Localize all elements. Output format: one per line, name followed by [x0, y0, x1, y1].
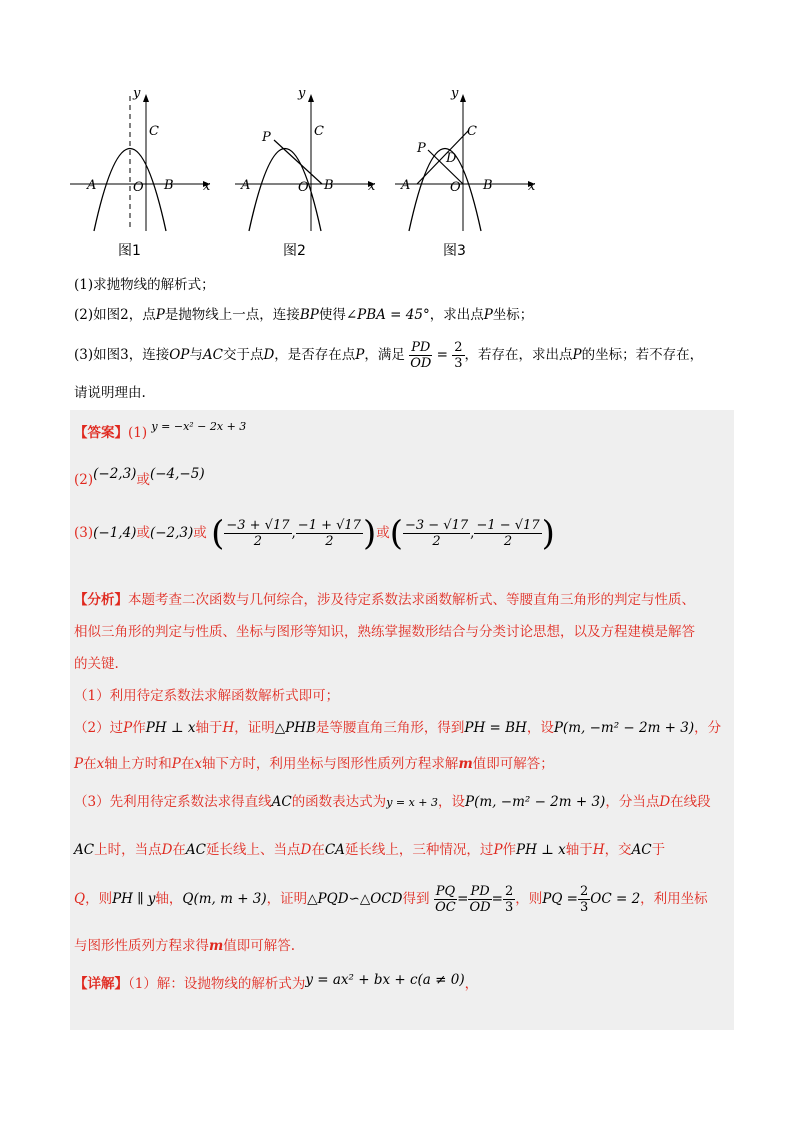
analysis-step-2 [74, 716, 721, 736]
math-expr: AC [74, 842, 95, 858]
answer-2-prefix: (2) [74, 472, 94, 488]
analysis-text: 轴上方时和 [104, 756, 172, 772]
q2-var-p: P [155, 307, 165, 323]
analysis-text: 值即可解答； [472, 756, 554, 772]
frac-denominator: 3 [454, 356, 463, 371]
frac-denominator: OD [410, 356, 432, 371]
analysis-text: 得到 [402, 891, 430, 907]
question-3 [74, 336, 703, 374]
figure-2-graph [225, 86, 385, 236]
q3-text: (3)如图3，连接 [74, 347, 170, 363]
frac-denominator: 2 [432, 534, 441, 549]
q2-text: ，求出点 [429, 307, 484, 323]
frac-numerator: −1 − √17 [476, 518, 540, 533]
or-text: 或 [193, 525, 207, 541]
q2-text: 是抛物线上一点，连接 [164, 307, 300, 323]
math-expr: AC [271, 794, 292, 810]
answer-3-point-1: (−1,4) [93, 525, 137, 541]
answer-3-point-4: ( $\frac{-3 - √17}{2}$ , $\frac{-1 - √17}{2}$ ) [389, 513, 555, 554]
question-3-line2: 请说明理由. [74, 385, 146, 401]
fig2-C-label: C [314, 124, 324, 139]
var-q: Q [74, 891, 86, 907]
analysis-text: ，分 [694, 720, 722, 736]
fig2-y-label: y [298, 86, 306, 101]
analysis-text: 作 [502, 842, 517, 858]
answer-label: 【答案】 [74, 425, 128, 441]
analysis-text: 延长线上，三种情况，过 [344, 842, 494, 858]
analysis-text: 值即可解答. [223, 938, 296, 954]
analysis-text: 的函数表达式为 [291, 794, 387, 810]
analysis-text: 是等腰直角三角形，得到 [315, 720, 465, 736]
q3-text: ，满足 [364, 347, 405, 363]
equals: = [457, 891, 469, 907]
frac-numerator: 2 [454, 340, 463, 355]
fig3-x-label: x [528, 179, 536, 194]
frac-numerator: 2 [580, 884, 589, 899]
analysis-text: 于 [651, 842, 666, 858]
q3-text: ，若存在，求出点 [464, 347, 573, 363]
figure-2 [225, 86, 385, 266]
fig3-y-label: y [451, 86, 459, 101]
answer-3 [74, 512, 555, 555]
fig1-C-label: C [149, 124, 159, 139]
math-expr: AC [185, 842, 207, 858]
fig3-A-label: A [401, 178, 411, 193]
fig1-B-label: B [164, 178, 174, 193]
fig2-x-label: x [368, 179, 376, 194]
analysis-text: ，交 [604, 842, 632, 858]
analysis-text: 轴， [155, 891, 183, 907]
figure-3 [385, 86, 545, 266]
q2-var-bp: BP [299, 307, 319, 323]
fig3-C-label: C [467, 124, 477, 139]
frac-numerator: PD [411, 340, 431, 355]
var-p: P [74, 756, 84, 772]
fig2-A-label: A [241, 178, 251, 193]
frac [434, 884, 457, 915]
figure-1-graph [60, 86, 220, 236]
analysis-text: 与图形性质列方程求得 [74, 938, 209, 954]
detail-text: ， [464, 976, 479, 992]
q3-text: 的坐标；若不存在， [581, 347, 704, 363]
q3-var-op: OP [169, 347, 190, 363]
fig2-P-label: P [262, 130, 271, 145]
analysis-text: ，证明 [234, 720, 275, 736]
frac-denominator: 2 [325, 534, 334, 549]
analysis-line-3: 的关键. [74, 656, 119, 672]
or-text: 或 [376, 525, 390, 541]
analysis-step-3-cont3 [74, 934, 295, 954]
analysis-text: 轴下方时，利用坐标与图形性质列方程求解 [201, 756, 459, 772]
var-h: H [222, 720, 235, 736]
answer-1 [74, 420, 246, 441]
detail-text: （1）解：设抛物线的解析式为 [128, 976, 306, 992]
analysis-text: （3）先利用待定系数法求得直线 [74, 794, 272, 810]
var-h: H [592, 842, 605, 858]
frac-numerator: −1 + √17 [297, 518, 361, 533]
frac [224, 518, 291, 549]
detail-formula: y = ax² + bx + c(a ≠ 0) [305, 972, 465, 988]
frac [503, 884, 515, 915]
math-expr: △PHB [274, 720, 316, 736]
answer-3-point-3: ( $\frac{-3 + √17}{2}$ , $\frac{-1 + √17}{2}$ ) [211, 513, 377, 554]
var-x: x [194, 756, 202, 772]
analysis-step-3-cont [74, 838, 665, 858]
or-text: 或 [136, 472, 150, 488]
answer-1-formula: y = −x² − 2x + 3 [151, 420, 247, 433]
q2-text: 坐标； [492, 307, 534, 323]
q2-angle: ∠PBA = 45° [345, 307, 430, 323]
frac-denominator: 3 [504, 900, 514, 915]
q3-text: ，是否存在点 [274, 347, 356, 363]
answer-3-prefix: (3) [74, 525, 94, 541]
fig1-x-label: x [203, 179, 211, 194]
var-p: P [123, 720, 133, 736]
answer-2 [74, 466, 205, 488]
frac [403, 518, 470, 549]
analysis-text: ，则 [85, 891, 113, 907]
frac-denominator: 3 [580, 900, 589, 915]
math-expr: Q(m, m + 3) [182, 891, 267, 907]
math-expr: PH = BH [464, 720, 527, 736]
analysis-text: ，分当点 [605, 794, 660, 810]
var-p: P [171, 756, 181, 772]
analysis-text: ，利用坐标 [640, 891, 708, 907]
analysis-text: ，证明 [266, 891, 308, 907]
math-expr: △PQD∽△OCD [307, 891, 403, 907]
q3-var-d: D [263, 347, 275, 363]
frac-denominator: OD [469, 900, 491, 915]
analysis-step-2-cont [74, 752, 554, 772]
math-expr: P(m, −m² − 2m + 3) [465, 794, 606, 810]
math-expr: PH ∥ y [112, 891, 156, 907]
fig1-caption: 图1 [118, 243, 141, 259]
var-d: D [659, 794, 671, 810]
q3-equals: = [436, 347, 448, 363]
frac-denominator: 2 [253, 534, 263, 549]
math-expr: AC [631, 842, 652, 858]
analysis-text: 本题考查二次函数与几何综合，涉及待定系数法求函数解析式、等腰直角三角形的判定与性质、 [128, 592, 695, 608]
analysis-text: 在 [172, 842, 186, 858]
answer-1-prefix: (1) [128, 425, 148, 441]
fig2-caption: 图2 [283, 243, 306, 259]
math-expr: OC = 2 [590, 891, 641, 907]
q3-text: 交于点 [222, 347, 264, 363]
analysis-label: 【分析】 [74, 592, 128, 608]
var-m: m [458, 756, 473, 772]
analysis-step-3 [74, 790, 711, 810]
var-d: D [161, 842, 173, 858]
analysis-text: 在 [83, 756, 97, 772]
analysis-text: 轴于 [565, 842, 593, 858]
equals: = [491, 891, 503, 907]
analysis-text: 作 [132, 720, 146, 736]
question-2 [74, 306, 533, 324]
fig1-A-label: A [87, 178, 97, 193]
answer-3-point-2: (−2,3) [149, 525, 194, 541]
q3-var-ac: AC [202, 347, 223, 363]
fig1-y-label: y [133, 86, 141, 101]
analysis-text: 在 [180, 756, 195, 772]
analysis-text: 上时，当点 [94, 842, 162, 858]
or-text: 或 [136, 525, 150, 541]
q3-text: 与 [189, 347, 203, 363]
fig3-P-label: P [417, 141, 426, 156]
math-expr: CA [324, 842, 345, 858]
q2-var-p: P [483, 307, 493, 323]
figure-1 [60, 86, 220, 266]
math-expr: PH ⊥ x [516, 842, 566, 858]
analysis-line-1 [74, 588, 695, 608]
analysis-step-1: （1）利用待定系数法求解函数解析式即可； [74, 688, 340, 704]
fig3-O-label: O [450, 180, 461, 195]
frac-numerator: PQ [435, 884, 456, 899]
frac [468, 884, 491, 915]
var-d: D [300, 842, 312, 858]
fig3-D-label: D [446, 151, 457, 166]
math-expr: y = x + 3 [386, 796, 439, 809]
answer-2-point-1: (−2,3) [93, 466, 137, 482]
figure-3-graph [385, 86, 545, 236]
q2-text: 使得 [318, 307, 346, 323]
analysis-text: ，设 [526, 720, 554, 736]
answer-2-point-2: (−4,−5) [149, 466, 205, 482]
detail-label: 【详解】 [74, 976, 128, 992]
question-1: (1)求抛物线的解析式； [74, 277, 215, 293]
analysis-text: ，设 [438, 794, 466, 810]
q2-text: (2)如图2，点 [74, 307, 156, 323]
analysis-step-3-cont2 [74, 880, 708, 918]
analysis-text: 在 [311, 842, 325, 858]
fig2-O-label: O [298, 180, 309, 195]
fig3-B-label: B [483, 178, 493, 193]
q3-var-p: P [355, 347, 365, 363]
q3-var-p: P [572, 347, 582, 363]
figures-row [60, 86, 540, 266]
var-p: P [493, 842, 503, 858]
frac-numerator: 2 [504, 884, 514, 899]
fig2-B-label: B [324, 178, 334, 193]
frac-denominator: 2 [503, 534, 513, 549]
frac-numerator: −3 − √17 [404, 518, 469, 533]
frac [474, 518, 541, 549]
q3-fraction-pd-od [409, 340, 432, 371]
analysis-text: 轴于 [195, 720, 223, 736]
analysis-text: 在线段 [670, 794, 711, 810]
q3-fraction-2-3 [452, 340, 464, 371]
fig1-O-label: O [133, 180, 144, 195]
var-m: m [209, 938, 224, 954]
math-expr: PQ = [542, 891, 578, 907]
frac-numerator: PD [470, 884, 490, 899]
fig3-caption: 图3 [443, 243, 466, 259]
analysis-line-2: 相似三角形的判定与性质、坐标与图形等知识，熟练掌握数形结合与分类讨论思想，以及方程建模是解答 [74, 624, 695, 640]
frac-denominator: OC [435, 900, 456, 915]
analysis-text: 延长线上、当点 [206, 842, 301, 858]
frac [296, 518, 363, 549]
detail-line [74, 972, 478, 992]
math-expr: P(m, −m² − 2m + 3) [553, 720, 695, 736]
var-x: x [96, 756, 105, 772]
math-expr: PH ⊥ x [145, 720, 196, 736]
frac-numerator: −3 + √17 [226, 518, 290, 533]
frac [578, 884, 590, 915]
analysis-text: ，则 [515, 891, 543, 907]
analysis-text: （2）过 [74, 720, 124, 736]
